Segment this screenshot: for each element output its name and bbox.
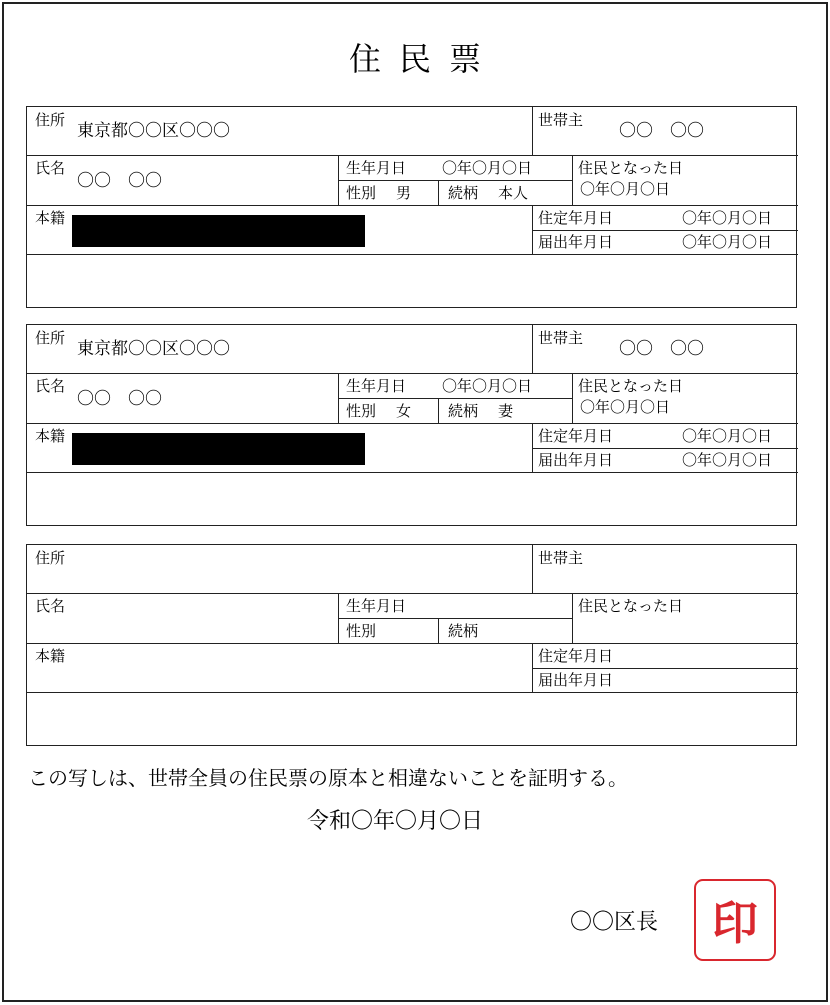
settled-date-value: 〇年〇月〇日: [682, 209, 773, 227]
domicile-label: 本籍: [35, 209, 66, 227]
table-rule: [532, 668, 798, 669]
householder-label: 世帯主: [538, 329, 584, 347]
name-value: 〇〇 〇〇: [77, 389, 162, 409]
table-rule: [438, 618, 439, 643]
address-value: 東京都〇〇区〇〇〇: [77, 339, 230, 359]
table-rule: [338, 618, 572, 619]
settled-date-label: 住定年月日: [538, 209, 614, 227]
table-rule: [27, 254, 798, 255]
settled-date-value: 〇年〇月〇日: [682, 427, 773, 445]
address-label: 住所: [35, 329, 66, 347]
address-label: 住所: [35, 111, 66, 129]
resident-date-label: 住民となった日: [578, 159, 684, 177]
table-rule: [27, 423, 798, 424]
name-label: 氏名: [35, 377, 66, 395]
name-label: 氏名: [35, 597, 66, 615]
table-rule: [338, 373, 339, 423]
certification-statement: この写しは、世帯全員の住民票の原本と相違ないことを証明する。: [28, 766, 628, 790]
notified-date-label: 届出年月日: [538, 671, 614, 689]
notified-date-label: 届出年月日: [538, 451, 614, 469]
resident-date-value: 〇年〇月〇日: [580, 398, 671, 416]
table-rule: [532, 448, 798, 449]
redaction-bar: [72, 433, 365, 465]
redaction-bar: [72, 215, 365, 247]
birth-label: 生年月日: [346, 377, 407, 395]
record-card: [26, 106, 797, 308]
birth-value: 〇年〇月〇日: [442, 377, 533, 395]
issue-date: 令和〇年〇月〇日: [306, 809, 483, 834]
address-label: 住所: [35, 549, 66, 567]
householder-value: 〇〇 〇〇: [619, 121, 704, 141]
table-rule: [438, 180, 439, 205]
table-rule: [338, 155, 339, 205]
issuer-name: 〇〇区長: [570, 910, 659, 935]
resident-date-label: 住民となった日: [578, 597, 684, 615]
householder-label: 世帯主: [538, 111, 584, 129]
table-rule: [27, 643, 798, 644]
record-card: [26, 544, 797, 746]
domicile-label: 本籍: [35, 647, 66, 665]
sex-label: 性別: [346, 184, 377, 202]
domicile-label: 本籍: [35, 427, 66, 445]
relation-value: 妻: [498, 402, 514, 420]
birth-label: 生年月日: [346, 159, 407, 177]
name-label: 氏名: [35, 159, 66, 177]
table-rule: [27, 593, 798, 594]
notified-date-value: 〇年〇月〇日: [682, 451, 773, 469]
sex-value: 男: [396, 184, 412, 202]
table-rule: [532, 107, 533, 155]
birth-value: 〇年〇月〇日: [442, 159, 533, 177]
table-rule: [338, 180, 572, 181]
table-rule: [27, 472, 798, 473]
address-value: 東京都〇〇区〇〇〇: [77, 121, 230, 141]
table-rule: [572, 593, 573, 643]
settled-date-label: 住定年月日: [538, 427, 614, 445]
table-rule: [338, 593, 339, 643]
settled-date-label: 住定年月日: [538, 647, 614, 665]
table-rule: [532, 545, 533, 593]
sex-label: 性別: [346, 402, 377, 420]
relation-value: 本人: [498, 184, 529, 202]
table-rule: [532, 423, 533, 472]
resident-date-value: 〇年〇月〇日: [580, 180, 671, 198]
sex-label: 性別: [346, 622, 377, 640]
householder-value: 〇〇 〇〇: [619, 339, 704, 359]
table-rule: [27, 692, 798, 693]
householder-label: 世帯主: [538, 549, 584, 567]
record-card: [26, 324, 797, 526]
table-rule: [27, 373, 798, 374]
table-rule: [27, 155, 798, 156]
document-title: 住民票: [348, 40, 499, 78]
table-rule: [438, 398, 439, 423]
table-rule: [338, 398, 572, 399]
relation-label: 続柄: [448, 402, 479, 420]
notified-date-label: 届出年月日: [538, 233, 614, 251]
name-value: 〇〇 〇〇: [77, 171, 162, 191]
notified-date-value: 〇年〇月〇日: [682, 233, 773, 251]
table-rule: [572, 373, 573, 423]
relation-label: 続柄: [448, 622, 479, 640]
official-seal: 印: [694, 879, 776, 961]
table-rule: [532, 325, 533, 373]
table-rule: [532, 205, 533, 254]
table-rule: [532, 230, 798, 231]
sex-value: 女: [396, 402, 412, 420]
birth-label: 生年月日: [346, 597, 407, 615]
resident-date-label: 住民となった日: [578, 377, 684, 395]
table-rule: [27, 205, 798, 206]
relation-label: 続柄: [448, 184, 479, 202]
table-rule: [572, 155, 573, 205]
table-rule: [532, 643, 533, 692]
